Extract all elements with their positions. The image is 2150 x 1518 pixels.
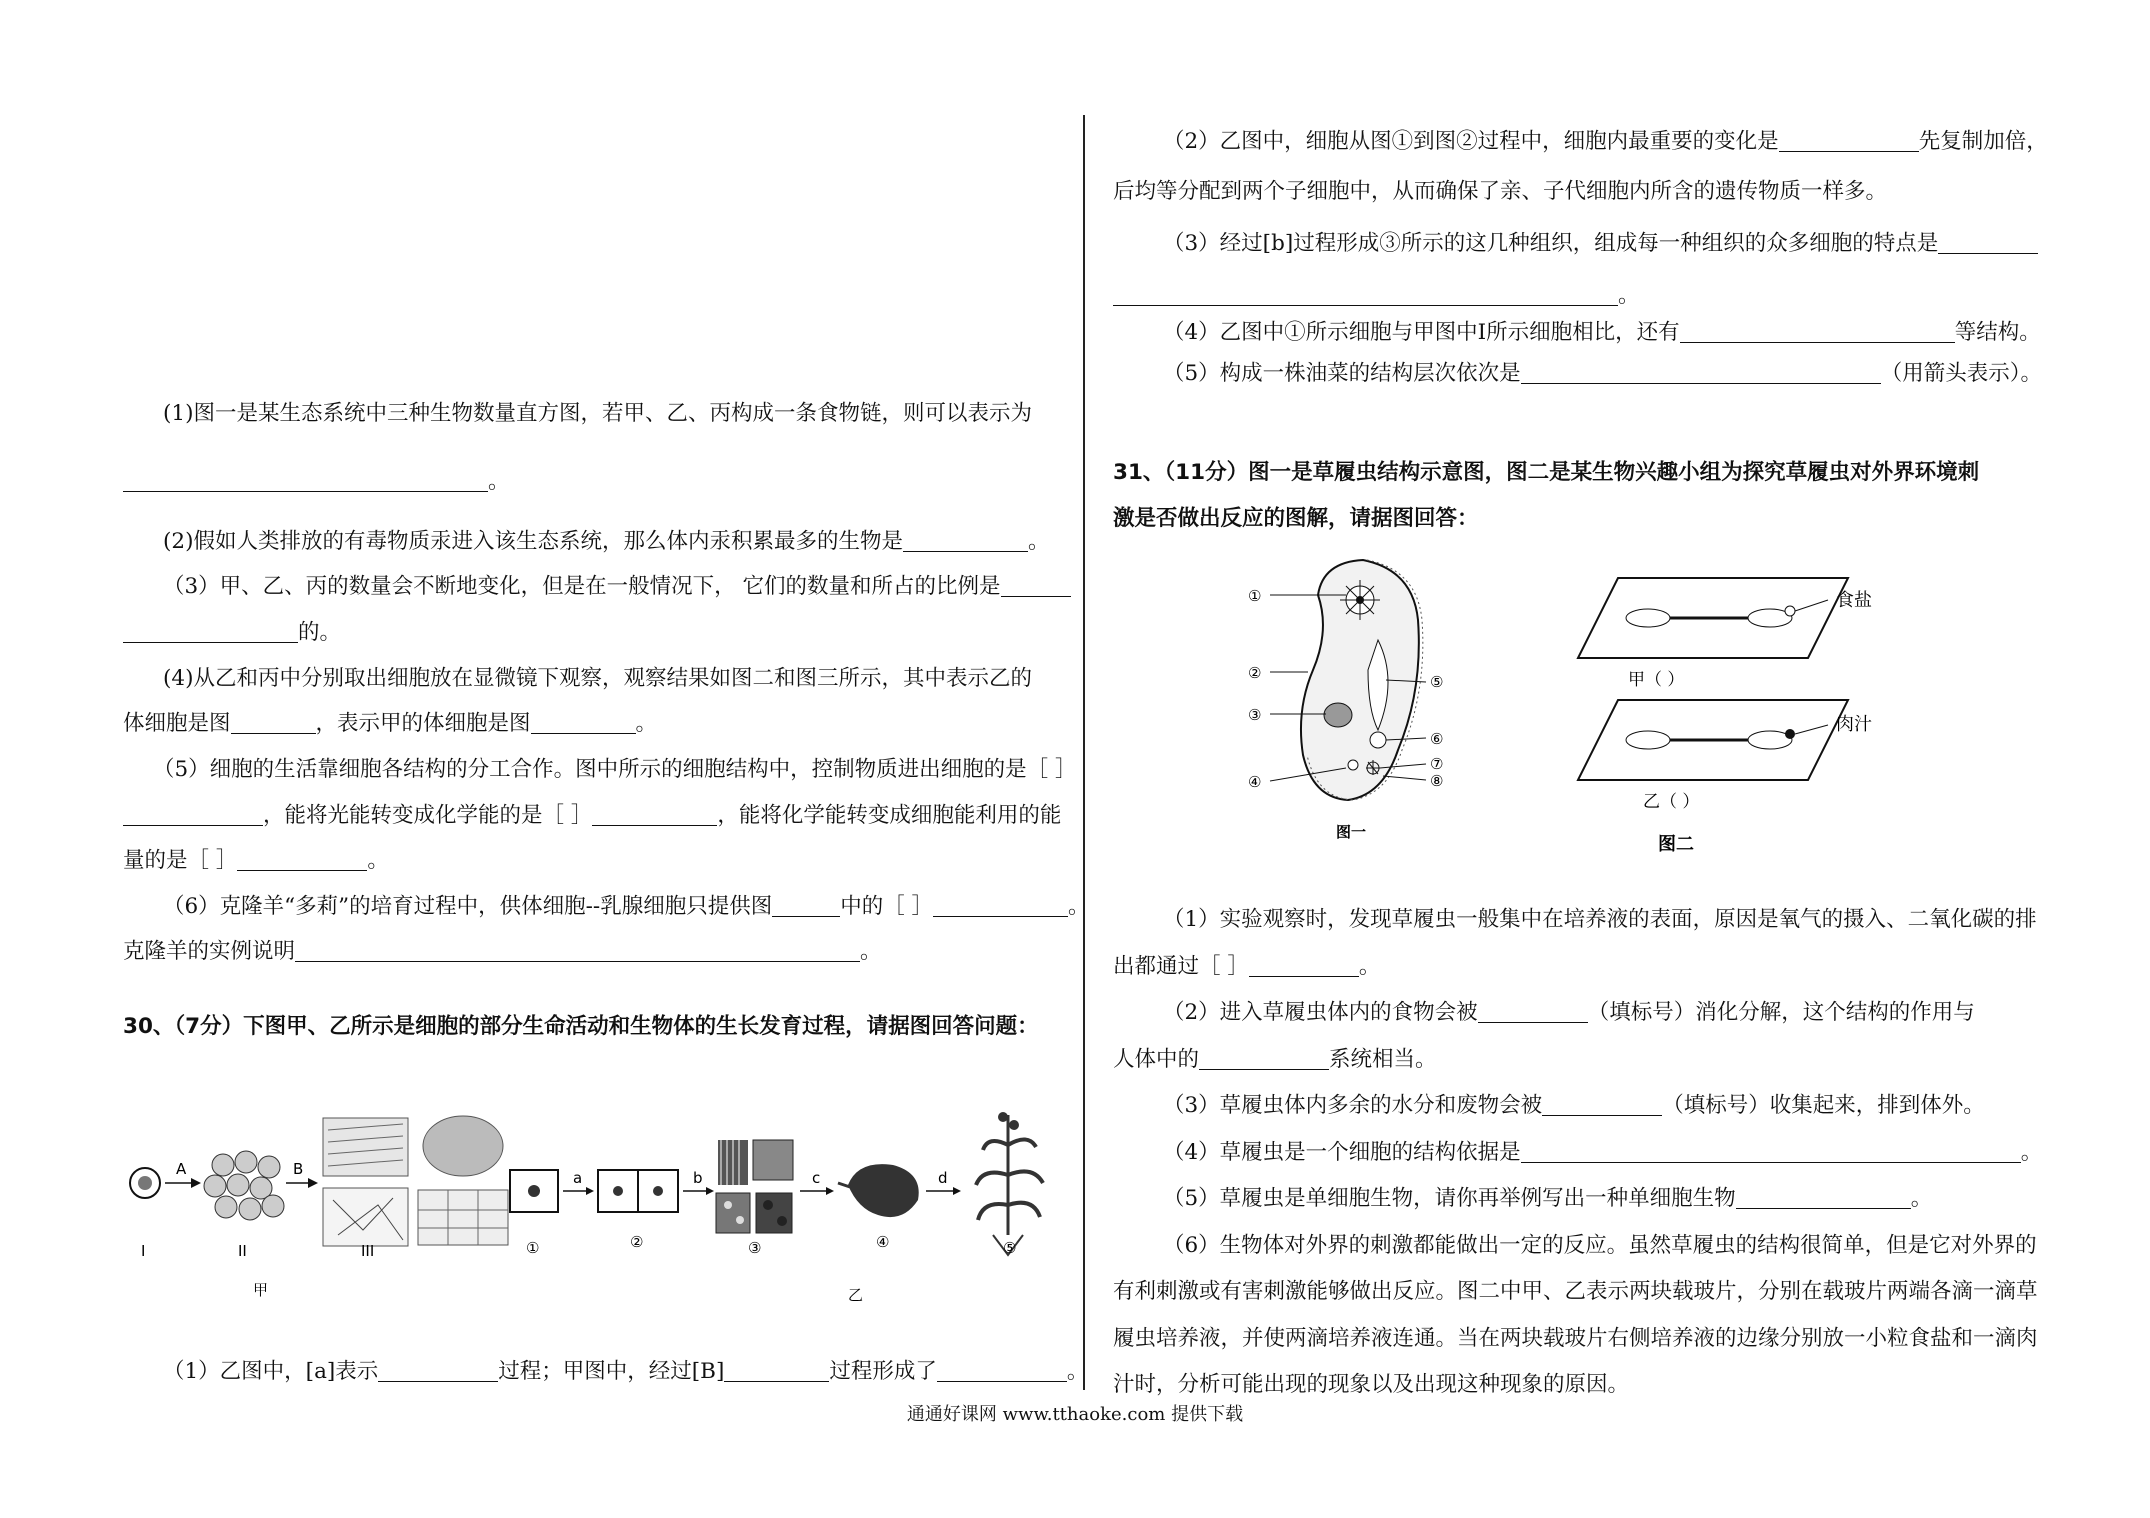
cell-2 [598, 1170, 678, 1212]
blank[interactable] [933, 894, 1068, 917]
blank[interactable] [1938, 231, 2038, 254]
slide-yi [1578, 700, 1848, 780]
stage-label-ii: II [238, 1242, 247, 1260]
column-divider [1083, 115, 1085, 1390]
figure-jia [123, 1110, 563, 1310]
slide-jia-label: 甲（ ） [1628, 670, 1685, 690]
blank[interactable] [295, 939, 860, 962]
label-2: ② [1248, 664, 1262, 682]
figure-yi [498, 1105, 1068, 1315]
q31-6-text-2: 有利刺激或有害刺激能够做出反应。图二中甲、乙表示两块载玻片，分别在载玻片两端各滴一滴草 [1113, 1279, 2038, 1304]
svg-text:b: b [693, 1169, 703, 1187]
blank[interactable] [937, 1359, 1067, 1382]
stage-label-iii: III [361, 1242, 375, 1260]
blank[interactable] [123, 803, 263, 826]
blank[interactable] [1001, 574, 1071, 597]
blank[interactable] [531, 711, 636, 734]
label-4: ④ [1248, 773, 1262, 791]
arrow-b [683, 1169, 714, 1195]
q29-5-text: （5）细胞的生活靠细胞各结构的分工合作。图中所示的细胞结构中，控制物质进出细胞的是［ ］ [153, 757, 1077, 782]
figure-jia-caption: 甲 [253, 1281, 269, 1299]
q30-1-text: （1）乙图中，[a]表示 过程；甲图中，经过[B] 过程形成了 。 [163, 1359, 1089, 1384]
arrow-a [165, 1160, 201, 1188]
q31-1-text: （1）实验观察时，发现草履虫一般集中在培养液的表面，原因是氧气的摄入、二氧化碳的排 [1163, 907, 2037, 932]
q30-2-text: （2）乙图中，细胞从图①到图②过程中，细胞内最重要的变化是 先复制加倍， [1163, 129, 2048, 154]
q30-title: 30、（7分）下图甲、乙所示是细胞的部分生命活动和生物体的生长发育过程，请据图回答问题： [123, 1014, 1039, 1039]
q31-1-answer: 出都通过［ ］ 。 [1113, 954, 1381, 979]
q30-3-text: （3）经过[b]过程形成③所示的这几种组织，组成每一种组织的众多细胞的特点是 [1163, 229, 2038, 259]
blank[interactable] [772, 894, 840, 917]
paramecium-figure [1238, 550, 1478, 850]
stage-label-3: ③ [748, 1239, 762, 1257]
blank[interactable] [1736, 1186, 1911, 1209]
blank[interactable] [1521, 361, 1881, 384]
figure2-caption: 图二 [1658, 834, 1694, 855]
q29-5-answer: ，能将光能转变成化学能的是［ ］ ，能将化学能转变成细胞能利用的能 [123, 801, 1061, 831]
q31-5-text: （5）草履虫是单细胞生物，请你再举例写出一种单细胞生物 。 [1163, 1186, 1933, 1211]
blank[interactable] [1521, 1140, 2021, 1163]
stage-label-5: ⑤ [1003, 1239, 1017, 1257]
blank[interactable] [592, 803, 717, 826]
q31-6-text-4: 汁时，分析可能出现的现象以及出现这种现象的原因。 [1113, 1372, 1630, 1397]
label-5: ⑤ [1430, 673, 1444, 691]
blank[interactable] [1113, 283, 1618, 306]
q31-6-text-1: （6）生物体对外界的刺激都能做出一定的反应。虽然草履虫的结构很简单，但是它对外界的 [1163, 1233, 2037, 1258]
blank[interactable] [231, 711, 316, 734]
tissues-3 [716, 1140, 793, 1233]
label-3: ③ [1248, 706, 1262, 724]
stage-label-4: ④ [876, 1233, 890, 1251]
q31-title-2: 激是否做出反应的图解，请据图回答： [1113, 506, 1479, 531]
plant-5 [976, 1112, 1043, 1255]
svg-text:A: A [176, 1160, 187, 1178]
q29-1-text: (1)图一是某生态系统中三种生物数量直方图，若甲、乙、丙构成一条食物链，则可以表示为 [163, 401, 1032, 426]
q29-4-answer: 体细胞是图 ，表示甲的体细胞是图 。 [123, 711, 658, 736]
label-8: ⑧ [1430, 772, 1444, 790]
cell-1 [510, 1170, 558, 1212]
blank[interactable] [237, 848, 367, 871]
q30-4-text: （4）乙图中①所示细胞与甲图中Ⅰ所示细胞相比，还有 等结构。 [1163, 320, 2041, 345]
stage-label-1: ① [526, 1239, 540, 1257]
blank[interactable] [123, 620, 298, 643]
svg-text:d: d [938, 1169, 948, 1187]
stage-label-i: I [141, 1242, 146, 1260]
q30-5-text: （5）构成一株油菜的结构层次依次是 （用箭头表示）。 [1163, 361, 2042, 386]
blank[interactable] [1199, 1047, 1329, 1070]
label-1: ① [1248, 587, 1262, 605]
blank[interactable] [1249, 954, 1359, 977]
q29-4-text: (4)从乙和丙中分别取出细胞放在显微镜下观察，观察结果如图二和图三所示，其中表示乙的 [163, 666, 1032, 691]
cell-cluster-ii [204, 1151, 284, 1220]
blank[interactable] [1680, 320, 1955, 343]
q31-2-text: （2）进入草履虫体内的食物会被 （填标号）消化分解，这个结构的作用与 [1163, 1000, 1975, 1025]
q31-2-answer: 人体中的 系统相当。 [1113, 1047, 1437, 1072]
arrow-a [563, 1169, 594, 1195]
slide-jia [1578, 578, 1848, 658]
q31-title-1: 31、（11分）图一是草履虫结构示意图，图二是某生物兴趣小组为探究草履虫对外界环境刺 [1113, 460, 1980, 485]
label-6: ⑥ [1430, 730, 1444, 748]
arrow-b [286, 1160, 318, 1188]
blank[interactable] [724, 1359, 829, 1382]
label-7: ⑦ [1430, 755, 1444, 773]
blank[interactable] [1542, 1093, 1662, 1116]
q30-3-answer: 。 [1113, 281, 1640, 311]
figure-yi-caption: 乙 [848, 1286, 864, 1304]
q29-6-answer: 克隆羊的实例说明 。 [123, 939, 882, 964]
svg-text:c: c [812, 1169, 821, 1187]
q29-3-text: （3）甲、乙、丙的数量会不断地变化，但是在一般情况下， 它们的数量和所占的比例是 [163, 572, 1071, 602]
broth-label: 肉汁 [1836, 714, 1872, 735]
figure1-caption: 图一 [1336, 823, 1367, 841]
arrow-c [800, 1169, 834, 1195]
q31-3-text: （3）草履虫体内多余的水分和废物会被 （填标号）收集起来，排到体外。 [1163, 1093, 1985, 1118]
footer-credit: 通通好课网 www.tthaoke.com 提供下载 [906, 1404, 1244, 1425]
q29-3-answer: 的。 [123, 618, 341, 648]
arrow-d [926, 1169, 961, 1195]
svg-text:a: a [573, 1169, 583, 1187]
slide-yi-label: 乙（ ） [1643, 792, 1700, 812]
blank[interactable] [123, 469, 488, 492]
stage-label-2: ② [630, 1233, 644, 1251]
cell-stage-i [130, 1168, 160, 1198]
q29-5-answer-2: 量的是［ ］ 。 [123, 848, 389, 873]
q29-2-text: (2)假如人类排放的有毒物质汞进入该生态系统，那么体内汞积累最多的生物是 。 [163, 529, 1050, 554]
salt-label: 食盐 [1836, 590, 1872, 611]
q31-6-text-3: 履虫培养液，并使两滴培养液连通。当在两块载玻片右侧培养液的边缘分别放一小粒食盐和一滴肉 [1113, 1326, 2038, 1351]
blank[interactable] [378, 1359, 498, 1382]
blank[interactable] [1779, 129, 1919, 152]
tissue-iii [323, 1116, 508, 1246]
q30-2-text-2: 后均等分配到两个子细胞中，从而确保了亲、子代细胞内所含的遗传物质一样多。 [1113, 179, 1888, 204]
q31-4-text: （4）草履虫是一个细胞的结构依据是 。 [1163, 1140, 2043, 1165]
blank[interactable] [1478, 1000, 1588, 1023]
slides-figure [1548, 570, 1928, 860]
svg-text:B: B [293, 1160, 304, 1178]
q29-6-text: （6）克隆羊“多莉”的培育过程中，供体细胞--乳腺细胞只提供图 中的［ ］ 。 [163, 894, 1090, 919]
blank[interactable] [903, 529, 1028, 552]
leaf-4 [838, 1164, 919, 1217]
q29-1-answer: 。 [123, 467, 510, 497]
